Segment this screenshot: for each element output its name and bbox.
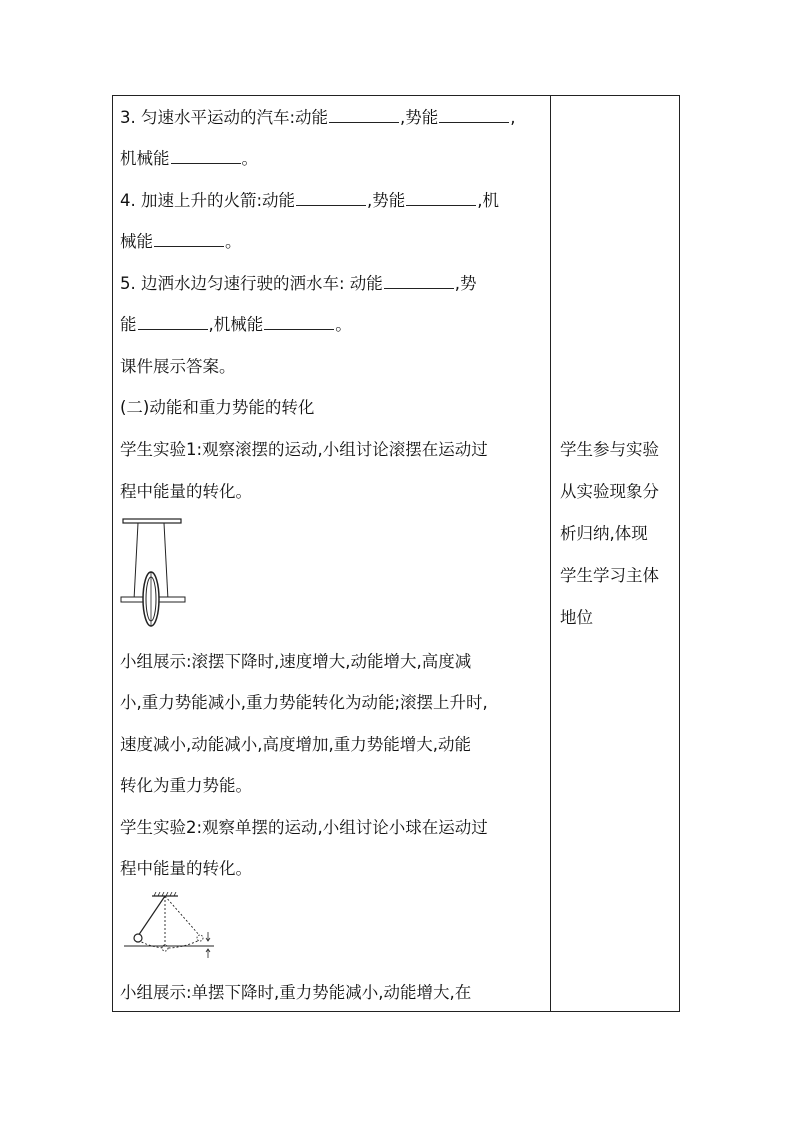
side-note-line-4: 学生学习主体 (560, 566, 659, 585)
question-4-line-2 (120, 232, 242, 252)
question-4-text-cont: 械能 (120, 232, 153, 251)
courseware-note: 课件展示答案。 (120, 357, 236, 376)
question-5-text-end2: 。 (335, 315, 352, 334)
question-3-text-end: , (510, 108, 516, 127)
answer-blank (439, 108, 509, 123)
question-5-text-mid: ,机械能 (208, 315, 264, 334)
answer-blank (329, 108, 399, 123)
side-note-line-2: 从实验现象分 (560, 482, 659, 501)
question-5-text-end: ,势 (454, 274, 477, 293)
answer-blank (138, 315, 208, 330)
question-5-line-2 (120, 315, 352, 335)
group-show-1-line-1: 小组展示:滚摆下降时,速度增大,动能增大,高度减 (120, 652, 472, 671)
experiment-1-line-1: 学生实验1:观察滚摆的运动,小组讨论滚摆在运动过 (120, 440, 488, 459)
answer-blank (406, 191, 476, 206)
answer-blank (154, 232, 224, 247)
group-show-2-line-1: 小组展示:单摆下降时,重力势能减小,动能增大,在 (120, 983, 472, 1002)
question-3-line (120, 108, 516, 128)
column-divider (550, 95, 551, 1012)
question-5-text: 5. 边洒水边匀速行驶的洒水车: 动能 (120, 274, 383, 293)
answer-blank (171, 149, 241, 164)
side-note-line-5: 地位 (560, 608, 593, 627)
question-4-text-mid: ,势能 (367, 191, 406, 210)
question-4-line (120, 191, 499, 211)
question-3-text-mid: ,势能 (400, 108, 439, 127)
answer-blank (296, 191, 366, 206)
side-note-line-1: 学生参与实验 (560, 440, 659, 459)
question-5-line (120, 274, 477, 294)
question-3-text-end2: 。 (241, 149, 258, 168)
experiment-1-line-2: 程中能量的转化。 (120, 482, 252, 501)
group-show-1-line-4: 转化为重力势能。 (120, 776, 252, 795)
question-3-line-2 (120, 149, 258, 169)
question-5-text-cont: 能 (120, 315, 137, 334)
question-3-text: 3. 匀速水平运动的汽车:动能 (120, 108, 329, 127)
answer-blank (384, 274, 454, 289)
side-note-line-3: 析归纳,体现 (560, 524, 648, 543)
question-3-text-cont: 机械能 (120, 149, 170, 168)
rolling-pendulum-figure (118, 516, 190, 632)
group-show-1-line-2: 小,重力势能减小,重力势能转化为动能;滚摆上升时, (120, 693, 488, 712)
question-4-text: 4. 加速上升的火箭:动能 (120, 191, 296, 210)
question-4-text-end: ,机 (477, 191, 500, 210)
simple-pendulum-figure (118, 892, 218, 964)
question-4-text-end2: 。 (225, 232, 242, 251)
section-title: (二)动能和重力势能的转化 (120, 398, 315, 417)
answer-blank (264, 315, 334, 330)
experiment-2-line-2: 程中能量的转化。 (120, 859, 252, 878)
experiment-2-line-1: 学生实验2:观察单摆的运动,小组讨论小球在运动过 (120, 818, 488, 837)
group-show-1-line-3: 速度减小,动能减小,高度增加,重力势能增大,动能 (120, 735, 471, 754)
